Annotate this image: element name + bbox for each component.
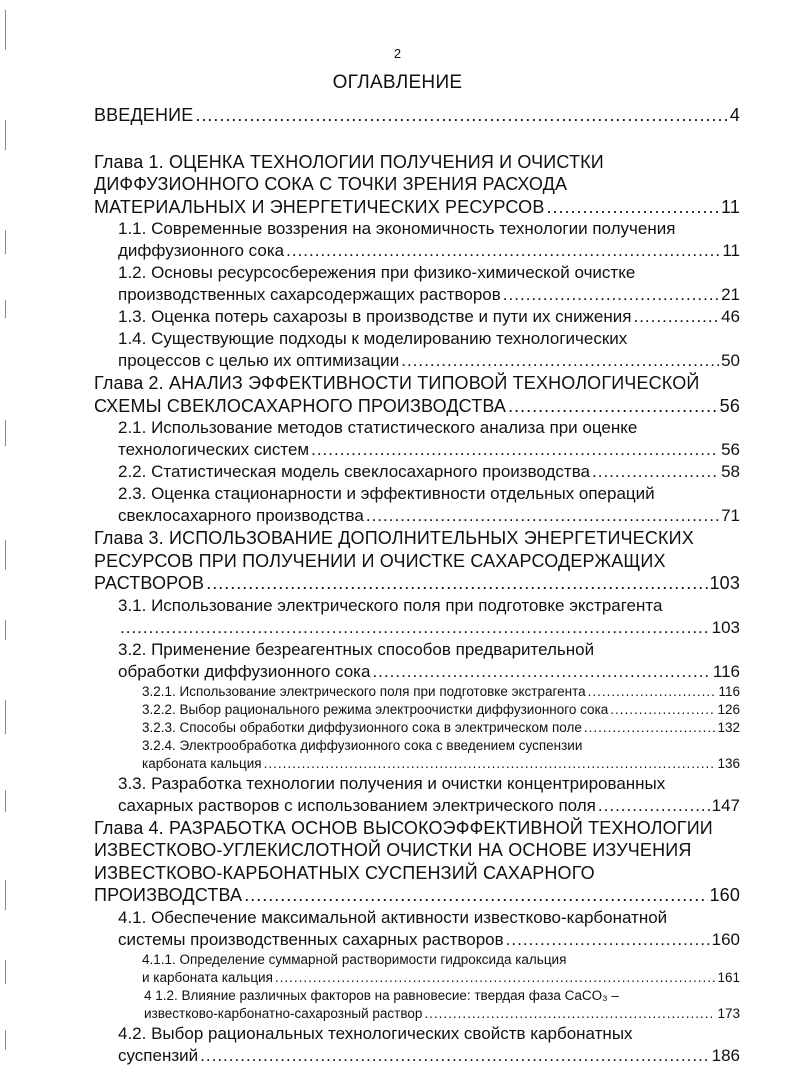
toc-entry-line: 3.1. Использование электрического поля при подготовке экстрагента (118, 595, 663, 615)
toc-entry-leader-line (118, 284, 740, 306)
toc-entry-line: 3.2.4. Электрообработка диффузионного сока с введением суспензии (142, 737, 583, 753)
toc-entry[interactable] (118, 306, 740, 328)
toc-entry-leader-line (118, 461, 740, 483)
toc-entry[interactable] (118, 328, 740, 372)
toc-entry-line: 4 1.2. Влияние различных факторов на равновесие: твердая фаза CaCO₃ – (144, 987, 619, 1003)
dot-leader (372, 661, 710, 683)
toc-page-number: 147 (711, 795, 740, 815)
dot-leader (598, 795, 710, 817)
toc-entry-leader-line (142, 969, 740, 987)
toc-entry[interactable] (118, 773, 740, 817)
toc-page-number: 50 (721, 351, 740, 370)
toc-entry-title: ВВЕДЕНИЕ (94, 105, 194, 125)
toc-page-number: 103 (709, 573, 740, 593)
toc-page-number: 56 (719, 395, 740, 416)
toc-entry[interactable] (118, 218, 740, 262)
toc-entry-leader-line (142, 755, 740, 773)
dot-leader (584, 719, 716, 737)
dot-leader (503, 284, 719, 306)
toc-page-number: 132 (717, 719, 740, 735)
toc-entry[interactable] (142, 701, 740, 719)
toc-entry-line: Глава 1. ОЦЕНКА ТЕХНОЛОГИИ ПОЛУЧЕНИЯ И ОЧИСТКИ (94, 151, 604, 172)
dot-leader (592, 461, 719, 483)
toc-entry-title: производственных сахарсодержащих растворов (118, 285, 501, 304)
dot-leader (206, 572, 707, 595)
toc-entry-title: 2.2. Статистическая модель свеклосахарного производства (118, 462, 591, 481)
toc-entry-leader-line (118, 240, 740, 262)
toc-entry[interactable] (118, 1023, 740, 1067)
toc-entry-title: СХЕМЫ СВЕКЛОСАХАРНОГО ПРОИЗВОДСТВА (94, 395, 507, 416)
dot-leader (546, 196, 719, 219)
toc-entry-title: карбоната кальция (142, 755, 262, 771)
dot-leader (275, 969, 716, 987)
toc-entry[interactable] (94, 527, 740, 595)
toc-entry-title: обработки диффузионного сока (118, 661, 371, 681)
toc-page-number: 160 (709, 885, 740, 905)
toc-entry-line: Глава 2. АНАЛИЗ ЭФФЕКТИВНОСТИ ТИПОВОЙ ТЕХНОЛОГИЧЕСКОЙ (94, 373, 700, 393)
scan-margin-marks (0, 0, 14, 1083)
toc-entry[interactable] (118, 417, 740, 461)
toc-entry-title: технологических систем (118, 440, 310, 459)
toc-entry-title: и карбоната кальция (142, 969, 273, 985)
toc-entry-line: 2.1. Использование методов статистического анализа при оценке (118, 418, 638, 437)
toc-entry[interactable] (94, 104, 740, 127)
toc-entry[interactable] (118, 595, 740, 639)
toc-entry-title: РАСТВОРОВ (94, 573, 205, 593)
toc-entry-leader-line (142, 683, 740, 701)
toc-entry[interactable] (94, 151, 740, 219)
toc-entry[interactable] (118, 483, 740, 527)
toc-page-number: 46 (721, 307, 740, 326)
toc-entry-line: Глава 4. РАЗРАБОТКА ОСНОВ ВЫСОКОЭФФЕКТИВНОЙ ТЕХНОЛОГИИ (94, 817, 713, 838)
toc-entry-leader-line (118, 350, 740, 372)
toc-page-number: 11 (721, 196, 740, 217)
toc-entry-leader-line (118, 439, 740, 461)
dot-leader (120, 617, 710, 639)
toc-entry-leader-line (144, 1005, 740, 1023)
toc-entry-line: 4.2. Выбор рациональных технологических свойств карбонатных (118, 1023, 633, 1043)
dot-leader (506, 929, 710, 951)
toc-entry[interactable] (118, 262, 740, 306)
toc-entry-leader-line (118, 795, 740, 817)
toc-entry-leader-line (118, 505, 740, 527)
toc-page-number: 11 (722, 241, 740, 260)
toc-entry-line: 1.1. Современные воззрения на экономичность технологии получения (118, 219, 676, 238)
toc-page-number: 186 (711, 1045, 740, 1065)
toc-entry-leader-line (118, 617, 740, 639)
toc-entry-title: 3.2.3. Способы обработки диффузионного сока в электрическом поле (142, 719, 582, 735)
toc-entry[interactable] (142, 737, 740, 773)
page-title: ОГЛАВЛЕНИЕ (332, 72, 463, 93)
dot-leader (633, 306, 719, 328)
toc-page-number: 136 (717, 755, 740, 771)
toc-page-number: 116 (712, 661, 740, 681)
toc-page-number: 173 (717, 1005, 740, 1021)
toc-page-number: 126 (717, 701, 740, 717)
dot-leader (366, 505, 719, 527)
toc-page-number: 160 (711, 929, 740, 949)
toc-page-number: 103 (711, 617, 740, 637)
toc-entry-title: сахарных растворов с использованием электрического поля (118, 795, 596, 815)
toc-entry-title: суспензий (118, 1045, 199, 1065)
dot-leader (200, 1045, 709, 1067)
toc-page-number: 56 (721, 440, 740, 459)
toc-page-number: 116 (718, 683, 740, 699)
toc-entry-line: 4.1. Обеспечение максимальной активности известково-карбонатной (118, 907, 668, 927)
toc-entry-line: Глава 3. ИСПОЛЬЗОВАНИЕ ДОПОЛНИТЕЛЬНЫХ ЭНЕРГЕТИЧЕСКИХ (94, 528, 694, 548)
toc-entry[interactable] (118, 639, 740, 683)
toc-entry-line: ДИФФУЗИОННОГО СОКА С ТОЧКИ ЗРЕНИЯ РАСХОДА (94, 174, 568, 194)
toc-entry-leader-line (118, 661, 740, 683)
toc-entry[interactable] (118, 461, 740, 483)
toc-entry-leader-line (94, 572, 740, 595)
toc-page-number: 21 (721, 285, 740, 304)
toc-entry-line: 2.3. Оценка стационарности и эффективности отдельных операций (118, 484, 655, 503)
toc-entry-title: 3.2.1. Использование электрического поля при подготовке экстрагента (142, 683, 586, 699)
toc-entry-title: системы производственных сахарных растворов (118, 929, 504, 949)
toc-entry-title: ПРОИЗВОДСТВА (94, 885, 243, 905)
toc-page-number: 58 (721, 462, 740, 481)
page-number: 2 (393, 46, 402, 61)
dot-leader (588, 683, 717, 701)
toc-entry[interactable] (118, 907, 740, 951)
toc-page-number: 4 (729, 105, 740, 125)
toc-entry-line: 3.2. Применение безреагентных способов предварительной (118, 639, 595, 659)
dot-leader (195, 104, 727, 127)
toc-entry-line: РЕСУРСОВ ПРИ ПОЛУЧЕНИИ И ОЧИСТКЕ САХАРСОДЕРЖАЩИХ (94, 550, 666, 571)
dot-leader (401, 350, 719, 372)
toc-entry-leader-line (94, 196, 740, 219)
toc-entry-title: процессов с целью их оптимизации (118, 351, 400, 370)
toc-entry-line: 1.4. Существующие подходы к моделированию технологических (118, 329, 628, 348)
dot-leader (424, 1005, 715, 1023)
toc-entry-line: 3.3. Разработка технологии получения и очистки концентрированных (118, 773, 666, 793)
toc-entry-title: диффузионного сока (118, 241, 285, 260)
toc-entry[interactable] (142, 951, 740, 987)
dot-leader (286, 240, 720, 262)
toc-entry-leader-line (142, 701, 740, 719)
dot-leader (610, 701, 715, 719)
toc-entry-line: ИЗВЕСТКОВО-УГЛЕКИСЛОТНОЙ ОЧИСТКИ НА ОСНОВЕ ИЗУЧЕНИЯ (94, 840, 692, 860)
toc-entry-line: 4.1.1. Определение суммарной растворимости гидроксида кальция (142, 951, 567, 967)
dot-leader (264, 755, 716, 773)
toc-entry-leader-line (94, 395, 740, 418)
toc-entry-leader-line (142, 719, 740, 737)
toc-entry[interactable] (94, 817, 740, 907)
section-gap (94, 127, 740, 151)
dot-leader (508, 395, 718, 418)
toc-entry-title: 3.2.2. Выбор рационального режима электроочистки диффузионного сока (142, 701, 609, 717)
toc-entry-title: свеклосахарного производства (118, 506, 364, 525)
dot-leader (244, 884, 707, 907)
toc-entry[interactable] (94, 372, 740, 417)
dot-leader (311, 439, 719, 461)
toc-entry-leader-line (94, 104, 740, 127)
toc-entry-line: ИЗВЕСТКОВО-КАРБОНАТНЫХ СУСПЕНЗИЙ САХАРНОГО (94, 862, 595, 883)
toc-entry-title: 1.3. Оценка потерь сахарозы в производстве и пути их снижения (118, 307, 632, 326)
toc-entry-leader-line (118, 1045, 740, 1067)
toc-entry-title: МАТЕРИАЛЬНЫХ И ЭНЕРГЕТИЧЕСКИХ РЕСУРСОВ (94, 196, 545, 217)
toc-entry-line: 1.2. Основы ресурсосбережения при физико-химической очистке (118, 263, 636, 282)
toc-entry-title: известково-карбонатно-сахарозный раствор (144, 1005, 423, 1021)
table-of-contents (94, 104, 740, 1067)
toc-page-number: 71 (721, 506, 740, 525)
toc-entry[interactable] (142, 683, 740, 701)
toc-page-number: 161 (717, 969, 740, 985)
toc-entry-leader-line (118, 929, 740, 951)
toc-entry-leader-line (118, 306, 740, 328)
toc-entry[interactable] (142, 719, 740, 737)
toc-entry[interactable] (144, 987, 740, 1023)
toc-entry-leader-line (94, 884, 740, 907)
